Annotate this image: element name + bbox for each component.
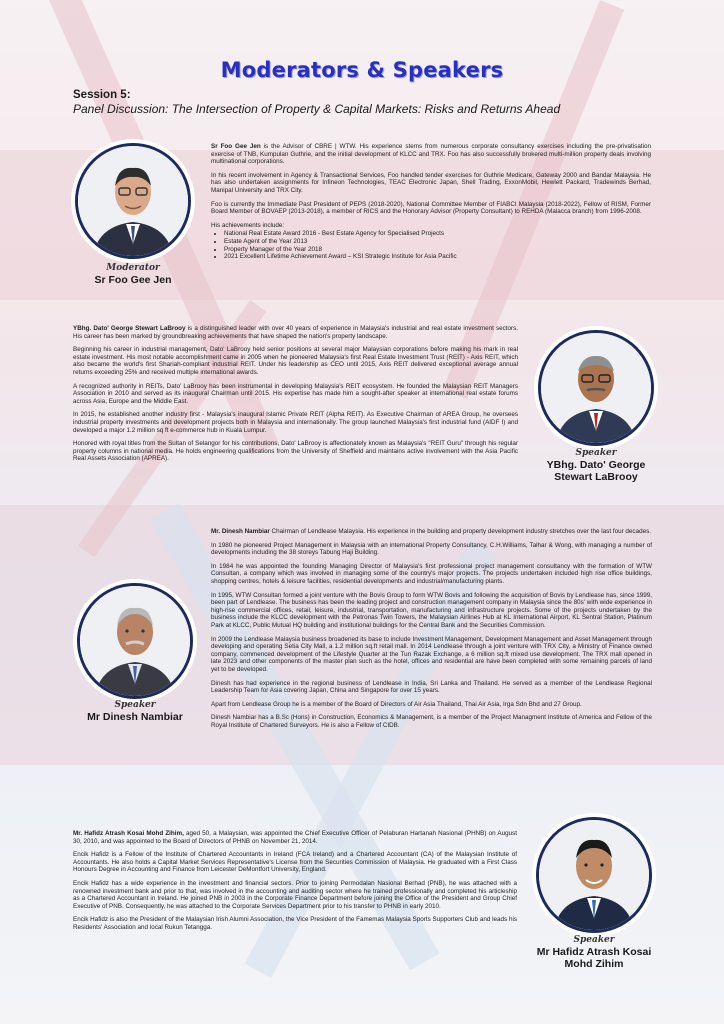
name-line: Stewart LaBrooy <box>554 471 638 483</box>
bio-paragraph: Honored with royal titles from the Sultan of Selangor for his contributions, Dato' LaBrooy is affectionately known as Malaysia's "REIT Guru" through his regular property columns in national media. He holds engineering qualifications from the University of Sheffield and maintains active involvement with the Asia Pacific Real Assets Association (APREA). <box>73 440 518 463</box>
list-item: • National Real Estate Award 2016 - Best Estate Agency for Specialised Projects <box>224 230 651 238</box>
page-title: Moderators & Speakers <box>220 58 504 82</box>
bio-lead: YBhg. Dato' George Stewart LaBrooy <box>73 325 186 332</box>
moderator-bio <box>211 143 651 261</box>
achievements-list <box>211 230 651 260</box>
portrait-icon <box>541 333 651 443</box>
bio-paragraph: aged 50, a Malaysian, was appointed the Chief Executive Officer of Pelaburan Hartanah Nasional (PHNB) on August 30, 2010, and was appointed to the Board of Directors of PHNB on November 21, 2014. <box>73 830 518 845</box>
hafidz-photo <box>536 817 652 933</box>
dinesh-bio <box>211 528 652 735</box>
bio-paragraph: In 1984 he was appointed the founding Managing Director of Malaysia's first professional project management consultancy with the formation of WTW Consultan, a company which was involved in managing some of the country's major projects. The projects undertaken included high rise office buildings, shopping centres, hotels & leisure facilities, residential developments and industrial/manufacturing plants. <box>211 562 652 585</box>
bio-paragraph: In 2015, he established another industry first - Malaysia's inaugural Islamic Private REIT (Alpha REIT). As Executive Chairman of AREA Group, he oversees industrial property investments and development projects both in Malaysia and internationally. The group launched Malaysia's first industrial fund (AIDF I) and developed a major 1.2 million sq ft e-commerce hub in Kuala Lumpur. <box>73 411 518 434</box>
bio-lead: Mr. Dinesh Nambiar <box>211 528 270 535</box>
name-line: Mohd Zihim <box>564 958 624 970</box>
list-item: • Property Manager of the Year 2018 <box>224 246 651 254</box>
bio-lead: Mr. Hafidz Atrash Kosai Mohd Zihim, <box>73 830 184 837</box>
bio-paragraph: is a distinguished leader with over 40 years of experience in Malaysia's industrial and real estate investment sectors. His career has been marked by groundbreaking achievements that have shaped the nation's property landscape. <box>73 325 518 340</box>
bio-paragraph: In 2009 the Lendlease Malaysia business broadened its base to include Investment Management, Development Management and Asset Management through developing and operating Setia City Mall, a 1.2 million sq.ft retail mall. In 2014 Lendlease through a joint venture with TRX City, a Ministry of Finance owned company, commenced development of the Lifestyle Quarter at the Tun Razak Exchange, a 6 million sq.ft mixed use development. The TRX mall opened in late 2023 and other components of the master plan such as the hotel, offices and residential are have been completed with some remaining parcels of land yet to be developed. <box>211 635 652 673</box>
bio-paragraph: Chairman of Lendlease Malaysia. His experience in the building and property development industry stretches over the last four decades. <box>269 528 651 535</box>
portrait-icon <box>78 146 188 256</box>
bio-paragraph: In 1995, WTW Consultan formed a joint venture with the Bovis Group to form WTW Bovis and following the acquisition of Bovis by Lendlease has, since 1999, been part of Lendlease. The business has been the leading project and construction management company in Malaysia since the 80s' with wide experience in high-rise commercial offices, retail, leisure, industrial, transportation, manufacturing and infrastructure projects. Some of the projects undertaken by the business include the KLCC development with the Petronas Twin Towers, the Malaysian Airlines Hub at KL International Airport, KL Sentral Station, Platinum Park at KLCC, Public Mutual HQ building and institutional buildings for the Central Bank and the Securities Commission. <box>211 591 652 629</box>
bio-paragraph: Encik Hafidz is a Fellow of the Institute of Chartered Accountants in Ireland (FCA Ireland) and a Chartered Accountant (CA) of the Malaysian Institute of Accountants. He also holds a Capital Market Services Representative's License from the Securities Commission of Malaysia. He graduated with a First Class Honours Degree in Accounting and Finance from Leicester DeMontfort University, England. <box>73 851 517 874</box>
labrooy-bio <box>73 325 518 469</box>
bio-paragraph: Foo is currently the Immediate Past President of PEPS (2018-2020), National Committee Member of FIABCI Malaysia (2018-2022), Fellow of RISM, Former Board Member of BOVAEP (2013-2018), a member of RICS and the Honorary Advisor (Property Consultant) to REHDA (Malacca branch) from 1996-2008. <box>211 200 651 216</box>
labrooy-photo <box>538 330 654 446</box>
bio-paragraph: Dinesh has had experience in the regional business of Lendlease in India, Sri Lanka and Thailand. He served as a member of the Lendlease Regional Leadership Team for Asia covering Japan, China and Singapore for over 15 years. <box>211 679 652 695</box>
bio-paragraph: Dinesh Nambiar has a B.Sc (Hons) in Construction, Economics & Management, is a member of the Project Managment Institute of America and Fellow of the Royal Institute of Chartered Surveyors. He is also a Fellow of CIDB. <box>211 714 652 729</box>
bio-paragraph: In his recent involvement in Agency & Transactional Services, Foo handled tender exercises for Guthrie Medicare, Gateway 2000 and Bandar Malaysia. He has also undertaken assignments for Infineon Technologies, TEAC Electronic Japan, Shell Trading, ExxonMobil, Hewlett Packard, Tradewinds Berhad, Manipal University and TRX City. <box>211 171 651 194</box>
bio-paragraph: Encik Hafidz is also the President of the Malaysian Irish Alumni Association, the Vice President of the Famemas Malaysia Sports Supporters Club and leads his Residents' Association and local Rukun Tetangga. <box>73 916 517 931</box>
labrooy-name <box>524 459 668 483</box>
list-item: • Estate Agent of the Year 2013 <box>224 238 651 246</box>
session-label: Session 5: <box>73 89 131 101</box>
dinesh-role: Speaker <box>114 700 156 710</box>
bio-paragraph: A recognized authority in REITs, Dato' LaBrooy has been instrumental in developing Malaysia's REIT ecosystem. He founded the Malaysian REIT Managers Association in 2010 and served as its inaugural Chairman until 2015. His expertise has made him a sought-after speaker at international real estate forums across Asia, Europe and the Middle East. <box>73 382 518 405</box>
moderator-name: Sr Foo Gee Jen <box>94 274 172 286</box>
portrait-icon <box>80 586 190 696</box>
moderator-role: Moderator <box>106 263 160 273</box>
bio-lead: Sr Foo Gee Jen <box>211 143 261 150</box>
portrait-icon <box>539 820 649 930</box>
hafidz-role: Speaker <box>573 935 615 945</box>
bio-paragraph: is the Advisor of CBRE | WTW. His experience stems from numerous corporate consultancy exercises including the pre-privatisation exercise of TNB, Kumpulan Guthrie, and the initial development of KLCC and TRX. Foo has also successfully brokered multi-million property deals involving multinational corporations. <box>211 143 651 166</box>
moderator-photo <box>75 143 191 259</box>
bio-paragraph: His achievements include: <box>211 221 285 229</box>
bio-paragraph: Encik Hafidz has a wide experience in the investment and financial sectors. Prior to joining Permodalan Nasional Berhad (PNB), he was attached with a renowned investment bank and prior to that, was involved in the accounting and auditing sector where he trained professionally and completed his articleship as a Chartered Accountant in Ireland. He joined PNB in 2003 in the Corporate Finance Department before joining the Office of the President and Group Chief Executive of PNB. Consequently, he was attached to the Corporate Services Department prior to his transfer to PHNB in early 2010. <box>73 879 517 910</box>
bio-paragraph: Beginning his career in industrial management, Dato' LaBrooy held senior positions at several major Malaysian corporations before making his mark in real estate investment. His most notable accomplishment came in 2005 when he pioneered Malaysia's first Real Estate Investment Trust (REIT) - Axis REIT, which also became the world's first Shariah-compliant industrial REIT. Under his leadership as CEO until 2015, Axis REIT delivered exceptional average annual returns exceeding 25% and received multiple international awards. <box>73 346 518 376</box>
hafidz-bio <box>73 830 517 938</box>
bio-paragraph: In 1980 he pioneered Project Management in Malaysia with an international Property Consultancy, C.H.Williams, Talhar & Wong, with managing a number of developments including the 38 storeys Tabung Haji Building. <box>211 541 652 557</box>
session-title: Panel Discussion: The Intersection of Property & Capital Markets: Risks and Returns Ahead <box>73 102 561 116</box>
labrooy-role: Speaker <box>575 448 617 458</box>
name-line: YBhg. Dato' George <box>546 459 646 471</box>
bio-paragraph: Apart from Lendlease Group he is a member of the Board of Directors of Air Asia Thailand, Thai Air Asia, Irga Sdn Bhd and 27 Group. <box>211 700 582 708</box>
list-item: • 2021 Excellent Lifetime Achievement Award – KSI Strategic Institute for Asia Pacific <box>224 253 651 261</box>
hafidz-name <box>514 946 674 970</box>
dinesh-photo <box>77 583 193 699</box>
dinesh-name: Mr Dinesh Nambiar <box>87 711 183 723</box>
name-line: Mr Hafidz Atrash Kosai <box>536 946 652 958</box>
